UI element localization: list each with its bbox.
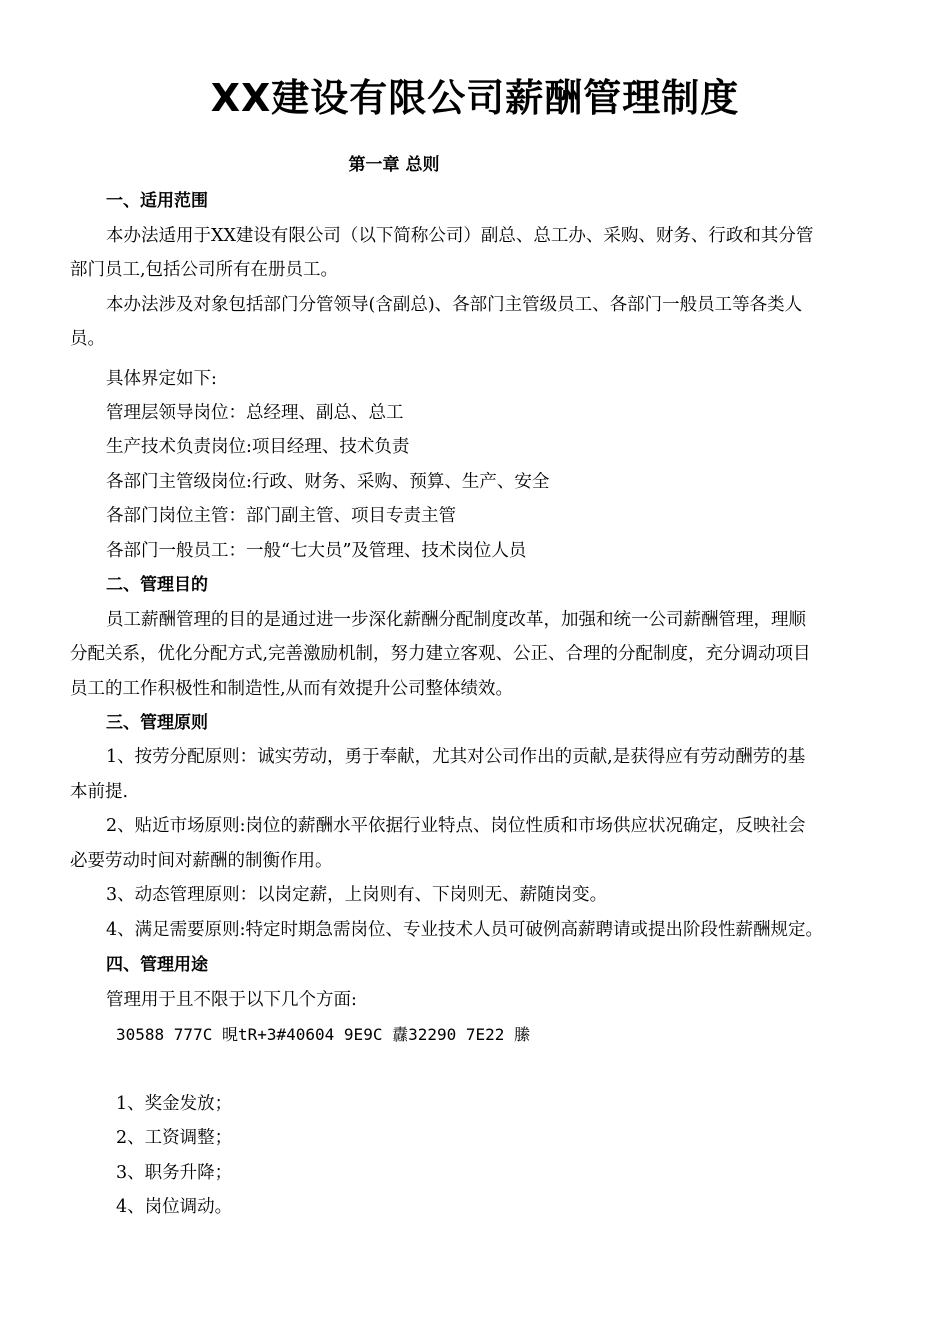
uses-intro: 管理用于且不限于以下几个方面: [106,990,357,1010]
document-title: XX建设有限公司薪酬管理制度 [210,76,740,120]
principle-4: 4、满足需要原则:特定时期急需岗位、专业技术人员可破例高薪聘请或提出阶段性薪酬规定。 [106,920,824,940]
uses-list-item: 3、职务升降； [116,1163,233,1183]
section-heading-purpose: 二、管理目的 [106,575,208,595]
scope-definition-3: 各部门主管级岗位:行政、财务、采购、预算、生产、安全 [106,472,550,492]
principle-2-line-1: 2、贴近市场原则:岗位的薪酬水平依据行业特点、岗位性质和市场供应状况确定，反映社会 [106,816,806,836]
uses-list-item: 1、奖金发放； [116,1094,233,1114]
garbled-text-line: 30588 777C 晛tR+3#40604 9E9C 纛32290 7E22 縢 [116,1025,531,1044]
principle-1-line-1: 1、按劳分配原则：诚实劳动，勇于奉献，尤其对公司作出的贡献,是获得应有劳动酬劳的基 [106,747,806,767]
scope-paragraph-1-line-1: 本办法适用于XX建设有限公司（以下简称公司）副总、总工办、采购、财务、行政和其分管 [106,226,814,246]
uses-list-item: 2、工资调整； [116,1128,233,1148]
section-heading-scope: 一、适用范围 [106,191,208,211]
scope-definition-4: 各部门岗位主管：部门副主管、项目专责主管 [106,506,456,526]
principle-1-line-2: 本前提. [70,782,129,802]
principle-3: 3、动态管理原则：以岗定薪，上岗则有、下岗则无、薪随岗变。 [106,885,608,905]
chapter-heading: 第一章 总则 [348,155,440,175]
scope-definition-5: 各部门一般员工：一般“七大员”及管理、技术岗位人员 [106,541,527,561]
uses-list-item: 4、岗位调动。 [116,1197,233,1217]
scope-definition-intro: 具体界定如下: [106,369,217,389]
section-heading-uses: 四、管理用途 [106,955,208,975]
scope-paragraph-1-line-2: 部门员工,包括公司所有在册员工。 [70,260,339,280]
principle-2-line-2: 必要劳动时间对薪酬的制衡作用。 [70,851,333,871]
purpose-line-2: 分配关系，优化分配方式,完善激励机制，努力建立客观、公正、合理的分配制度，充分调动项目 [70,644,811,664]
scope-paragraph-2-line-1: 本办法涉及对象包括部门分管领导(含副总)、各部门主管级员工、各部门一般员工等各类人 [106,295,803,315]
scope-definition-2: 生产技术负责岗位:项目经理、技术负责 [106,437,410,457]
purpose-line-1: 员工薪酬管理的目的是通过进一步深化薪酬分配制度改革，加强和统一公司薪酬管理，理顺 [106,610,806,630]
scope-paragraph-2-line-2: 员。 [70,329,105,349]
section-heading-principles: 三、管理原则 [106,713,208,733]
purpose-line-3: 员工的工作积极性和制造性,从而有效提升公司整体绩效。 [70,679,514,699]
scope-definition-1: 管理层领导岗位：总经理、副总、总工 [106,403,404,423]
